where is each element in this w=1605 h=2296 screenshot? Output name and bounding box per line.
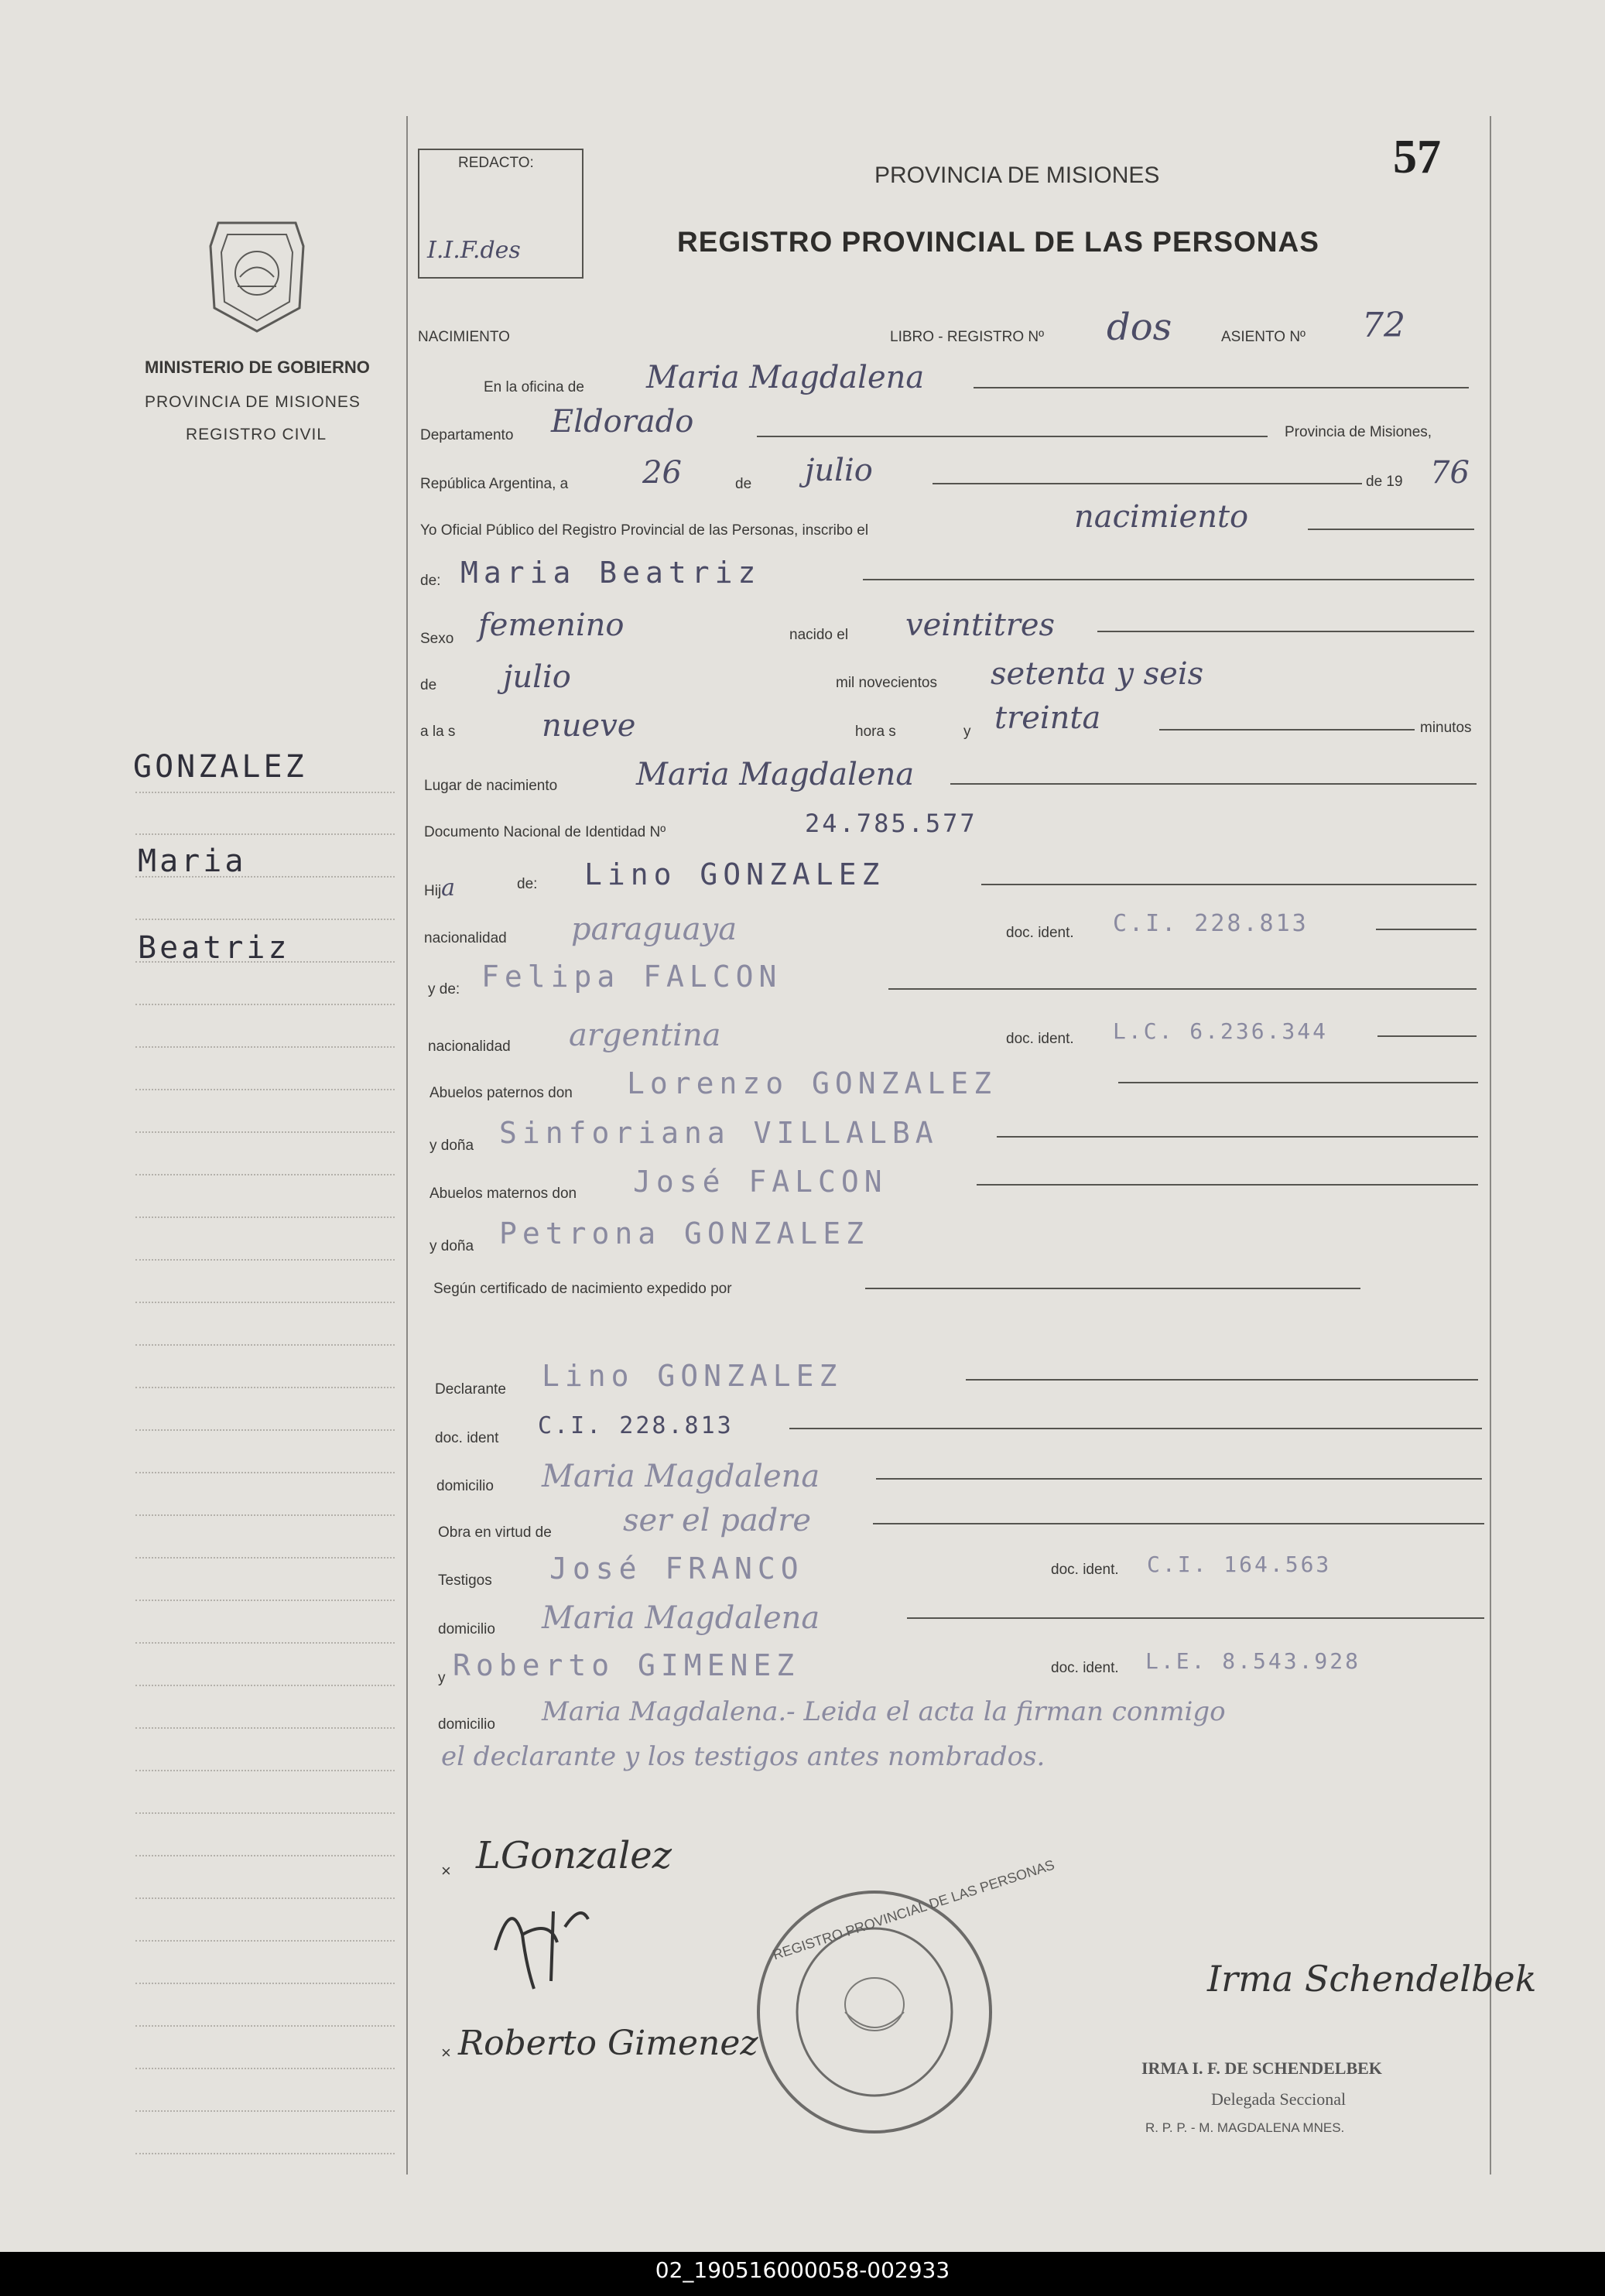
margin-first-name: Maria <box>138 843 247 879</box>
testigo2-doc-value: L.E. 8.543.928 <box>1145 1648 1361 1674</box>
libro-label: LIBRO - REGISTRO Nº <box>890 329 1045 345</box>
province-header: PROVINCIA DE MISIONES <box>874 163 1160 188</box>
abuelos-pat-label: Abuelos paternos don <box>429 1085 573 1101</box>
hijo-de-label: de: <box>517 876 538 892</box>
margin-surname: GONZALEZ <box>133 749 307 785</box>
doc-madre-value: L.C. 6.236.344 <box>1113 1018 1329 1044</box>
asiento-label: ASIENTO Nº <box>1221 329 1306 345</box>
registry-stamp <box>751 1856 1057 2136</box>
mes-value: julio <box>805 453 873 488</box>
hijo-label <box>424 874 455 902</box>
stamp-text: REGISTRO PROVINCIAL DE LAS PERSONAS <box>771 1856 1057 1963</box>
yde-label: y de: <box>428 981 460 997</box>
de-persona-value: Maria Beatriz <box>460 556 761 590</box>
abuelos-mat-label: Abuelos maternos don <box>429 1186 577 1202</box>
nac-padre-label: nacionalidad <box>424 930 507 946</box>
declarante-value: Lino GONZALEZ <box>542 1359 843 1393</box>
de2-label: de <box>420 677 437 693</box>
officer-signature: Irma Schendelbek <box>1207 1958 1537 2000</box>
y-label: y <box>963 724 971 740</box>
domicilio3-label: domicilio <box>438 1716 495 1733</box>
sig-mark-3: × <box>441 2043 451 2062</box>
domicilio2-label: domicilio <box>438 1621 495 1637</box>
registro-civil-label: REGISTRO CIVIL <box>186 426 327 443</box>
officer-name: IRMA I. F. DE SCHENDELBEK <box>1141 2058 1382 2078</box>
doc-ident-madre-label: doc. ident. <box>1006 1031 1074 1047</box>
doc-padre-value: C.I. 228.813 <box>1113 910 1309 937</box>
signature-1: LGonzalez <box>476 1834 672 1877</box>
minutos-value: treinta <box>994 700 1101 736</box>
lugar-value: Maria Magdalena <box>636 757 915 792</box>
abuelo-pat-value: Lorenzo GONZALEZ <box>627 1066 998 1100</box>
left-province-label: PROVINCIA DE MISIONES <box>145 393 361 411</box>
de-persona-label: de: <box>420 573 441 589</box>
testigo1-value: José FRANCO <box>549 1552 804 1586</box>
form-right-border <box>1490 116 1491 2175</box>
lugar-label: Lugar de nacimiento <box>424 778 558 794</box>
ydona-pat-label: y doña <box>429 1138 474 1154</box>
redacto-value: I.I.F.des <box>427 237 521 264</box>
page-number: 57 <box>1393 131 1441 183</box>
libro-value: dos <box>1107 306 1172 349</box>
seal-icon <box>203 215 311 335</box>
nac-madre-label: nacionalidad <box>428 1039 511 1055</box>
testigos-label: Testigos <box>438 1572 492 1589</box>
abuelo-mat-value: José FALCON <box>633 1165 888 1199</box>
asiento-value: 72 <box>1362 306 1405 345</box>
domicilio-label: domicilio <box>436 1478 494 1494</box>
hijo-suffix: a <box>441 874 456 902</box>
domicilio2-value: Maria Magdalena <box>542 1600 820 1636</box>
signature-2 <box>480 1888 596 1997</box>
testigo2-value: Roberto GIMENEZ <box>453 1648 800 1682</box>
abuela-pat-value: Sinforiana VILLALBA <box>499 1116 939 1150</box>
margin-second-name: Beatriz <box>138 930 290 966</box>
doc-ident-declarante-label: doc. ident <box>435 1430 499 1446</box>
nac-padre-value: paraguaya <box>571 912 737 947</box>
doc-ident-padre-label: doc. ident. <box>1006 925 1074 941</box>
padre-value: Lino GONZALEZ <box>584 857 885 891</box>
departamento-value: Eldorado <box>551 404 694 440</box>
hijo-prefix: Hij <box>424 883 442 899</box>
doc-ident-testigo1-label: doc. ident. <box>1051 1562 1119 1578</box>
domicilio-value: Maria Magdalena <box>542 1459 820 1494</box>
nac-madre-value: argentina <box>569 1018 721 1053</box>
sexo-value: femenino <box>478 607 625 643</box>
ministry-label: MINISTERIO DE GOBIERNO <box>145 358 370 377</box>
oficial-value: nacimiento <box>1074 499 1249 535</box>
redacto-box <box>418 149 583 279</box>
testigo1-doc-value: C.I. 164.563 <box>1147 1552 1332 1577</box>
mil-label: mil novecientos <box>836 675 937 691</box>
abuela-mat-value: Petrona GONZALEZ <box>499 1216 870 1251</box>
republica-label: República Argentina, a <box>420 476 569 492</box>
departamento-label: Departamento <box>420 427 514 443</box>
doc-ident-testigo2-label: doc. ident. <box>1051 1660 1119 1676</box>
dia-value: 26 <box>642 455 682 491</box>
officer-office: R. P. P. - M. MAGDALENA MNES. <box>1145 2120 1345 2135</box>
oficial-label: Yo Oficial Público del Registro Provincial de las Personas, inscribo el <box>420 522 869 539</box>
signature-3: Roberto Gimenez <box>458 2024 758 2063</box>
hora-label: hora s <box>855 724 896 740</box>
certificado-label: Según certificado de nacimiento expedido por <box>433 1281 732 1297</box>
ala-label: a la s <box>420 724 456 740</box>
mes2-value: julio <box>503 659 571 695</box>
nacimiento-label: NACIMIENTO <box>418 329 510 345</box>
de-label: de <box>735 476 752 492</box>
obra-value: ser el padre <box>623 1503 812 1538</box>
sig-mark-1: × <box>441 1861 451 1880</box>
y-testigo-label: y <box>438 1670 446 1686</box>
redacto-label: REDACTO: <box>458 155 534 171</box>
registry-title: REGISTRO PROVINCIAL DE LAS PERSONAS <box>677 226 1319 258</box>
officer-title: Delegada Seccional <box>1211 2089 1347 2109</box>
hora-value: nueve <box>542 708 636 744</box>
form-left-border <box>406 116 408 2175</box>
obra-label: Obra en virtud de <box>438 1524 552 1541</box>
domicilio3-value: Maria Magdalena.- Leida el acta la firman conmigo <box>542 1696 1226 1727</box>
oficina-value: Maria Magdalena <box>646 360 925 395</box>
ydona-mat-label: y doña <box>429 1238 474 1254</box>
minutos-label: minutos <box>1420 720 1472 736</box>
sexo-label: Sexo <box>420 631 454 647</box>
closing-value: el declarante y los testigos antes nombrados. <box>441 1741 1045 1772</box>
declarante-label: Declarante <box>435 1381 506 1398</box>
anio-label: de 19 <box>1366 474 1403 490</box>
mil-value: setenta y seis <box>991 656 1204 692</box>
dni-label: Documento Nacional de Identidad Nº <box>424 824 666 840</box>
anio-value: 76 <box>1430 455 1470 491</box>
government-seal <box>203 215 311 335</box>
madre-value: Felipa FALCON <box>481 960 782 994</box>
nacido-value: veintitres <box>905 607 1056 643</box>
dni-value: 24.785.577 <box>805 809 977 838</box>
oficina-label: En la oficina de <box>484 379 584 395</box>
declarante-doc-value: C.I. 228.813 <box>538 1412 734 1439</box>
nacido-label: nacido el <box>789 627 849 643</box>
footer-id: 02_190516000058-002933 <box>655 2257 950 2283</box>
provincia-label: Provincia de Misiones, <box>1285 424 1432 440</box>
